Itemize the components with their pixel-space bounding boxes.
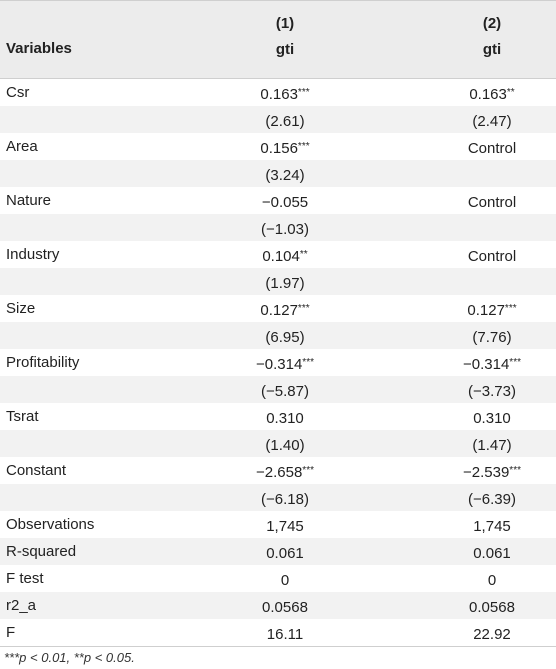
col2-value	[428, 79, 556, 106]
table-row	[0, 214, 556, 241]
table-row	[0, 592, 556, 619]
col2-value	[428, 106, 556, 133]
table-row	[0, 106, 556, 133]
col1-value	[200, 106, 370, 133]
table-row	[0, 187, 556, 214]
col1-value	[200, 565, 370, 592]
col1-value	[200, 322, 370, 349]
footnote: ***p < 0.01, **p < 0.05.	[4, 650, 135, 665]
col1-value-number: (−1.03)	[261, 221, 309, 238]
col2-value	[428, 484, 556, 511]
col1-value	[200, 538, 370, 565]
significance-stars: **	[299, 249, 308, 260]
table-row	[0, 349, 556, 376]
col1-value	[200, 592, 370, 619]
table-row	[0, 322, 556, 349]
col2-value-number: −2.539	[463, 464, 510, 481]
col2-value-number: Control	[467, 140, 517, 157]
header-col1-dep: gti	[275, 41, 295, 58]
col1-value	[200, 349, 370, 376]
row-label: Industry	[6, 246, 60, 263]
significance-stars: ***	[302, 357, 314, 368]
col1-value	[200, 376, 370, 403]
col2-value-number: −0.314	[463, 356, 510, 373]
col1-value	[200, 133, 370, 160]
col2-value-number: (−6.39)	[468, 491, 516, 508]
col2-value	[428, 349, 556, 376]
row-label: Area	[6, 138, 38, 155]
col2-value-number: 0.061	[473, 545, 511, 562]
col1-value-number: 1,745	[266, 518, 304, 535]
row-label: Csr	[6, 84, 30, 101]
col2-value-number: Control	[467, 194, 517, 211]
col2-value	[428, 214, 556, 241]
row-label: Nature	[6, 192, 52, 209]
col2-value	[428, 457, 556, 484]
col2-value-number: (2.47)	[472, 113, 512, 130]
col2-value	[428, 241, 556, 268]
col1-value-number: (2.61)	[265, 113, 305, 130]
table-row	[0, 484, 556, 511]
significance-stars: ***	[302, 465, 314, 476]
col1-value	[200, 403, 370, 430]
col2-value	[428, 565, 556, 592]
header-col1-number: (1)	[275, 15, 295, 32]
col2-value	[428, 430, 556, 457]
significance-stars: ***	[297, 87, 310, 98]
col2-value	[428, 187, 556, 214]
col1-value	[200, 268, 370, 295]
col2-value-number: 0.0568	[469, 599, 515, 616]
col2-value-number: 0	[487, 572, 497, 589]
col2-value-number: (7.76)	[472, 329, 512, 346]
col2-value-number: (1.47)	[472, 437, 512, 454]
row-label: F test	[6, 570, 44, 587]
col1-value-number: (1.40)	[265, 437, 305, 454]
col2-value	[428, 538, 556, 565]
row-label: Profitability	[6, 354, 80, 371]
col1-value-number: −0.055	[261, 194, 309, 211]
col1-value	[200, 619, 370, 646]
col1-value-number: −0.314	[256, 356, 303, 373]
col1-value-number: (6.95)	[265, 329, 305, 346]
col1-value	[200, 79, 370, 106]
col2-value-number: 0.310	[473, 410, 511, 427]
col1-value	[200, 214, 370, 241]
table-header	[0, 0, 556, 79]
row-label: Size	[6, 300, 36, 317]
col2-value-number: 0.163	[469, 86, 507, 103]
col2-value-number: (−3.73)	[468, 383, 516, 400]
col1-value-number: 0.156	[260, 140, 298, 157]
row-label: R-squared	[6, 543, 77, 560]
table-row	[0, 430, 556, 457]
header-variables: Variables	[6, 40, 72, 57]
col1-value-number: 0.310	[266, 410, 304, 427]
significance-stars: ***	[504, 303, 517, 314]
col1-value	[200, 160, 370, 187]
col2-value	[428, 403, 556, 430]
table-row	[0, 268, 556, 295]
significance-stars: ***	[297, 141, 310, 152]
col1-value-number: (−6.18)	[261, 491, 309, 508]
col2-value	[428, 268, 556, 295]
table-row	[0, 538, 556, 565]
table-body	[0, 79, 556, 647]
col1-value-number: 0.061	[266, 545, 304, 562]
significance-stars: **	[506, 87, 515, 98]
col1-value	[200, 511, 370, 538]
row-label: r2_a	[6, 597, 37, 614]
col2-value-number: 22.92	[473, 626, 511, 643]
table-row	[0, 457, 556, 484]
table-row	[0, 160, 556, 187]
col1-value-number: 0.163	[260, 86, 298, 103]
table-row	[0, 376, 556, 403]
col2-value	[428, 133, 556, 160]
row-label: Tsrat	[6, 408, 39, 425]
row-label: Observations	[6, 516, 95, 533]
col2-value-number: Control	[467, 248, 517, 265]
col2-value	[428, 619, 556, 646]
table-row	[0, 511, 556, 538]
col1-value	[200, 241, 370, 268]
col2-value	[428, 511, 556, 538]
col1-value-number: 0.127	[260, 302, 298, 319]
col2-value-number: 0.127	[467, 302, 505, 319]
table-row	[0, 241, 556, 268]
table-row	[0, 79, 556, 106]
significance-stars: ***	[509, 357, 521, 368]
col2-value	[428, 295, 556, 322]
row-label: F	[6, 624, 16, 641]
col1-value-number: 0.0568	[262, 599, 308, 616]
col2-value	[428, 160, 556, 187]
header-col2-number: (2)	[482, 15, 502, 32]
col1-value-number: 16.11	[266, 626, 304, 643]
col1-value-number: (3.24)	[265, 167, 305, 184]
table-row	[0, 565, 556, 592]
col1-value-number: 0	[280, 572, 290, 589]
table-row	[0, 133, 556, 160]
col1-value	[200, 430, 370, 457]
col1-value	[200, 484, 370, 511]
table-row	[0, 619, 556, 646]
col2-value	[428, 322, 556, 349]
col1-value-number: −2.658	[256, 464, 303, 481]
significance-stars: ***	[509, 465, 521, 476]
table-row	[0, 403, 556, 430]
col2-value	[428, 592, 556, 619]
col1-value	[200, 187, 370, 214]
col1-value-number: (1.97)	[265, 275, 305, 292]
col2-value	[428, 376, 556, 403]
col2-value-number: 1,745	[473, 518, 511, 535]
col1-value	[200, 457, 370, 484]
header-col2-dep: gti	[482, 41, 502, 58]
col1-value-number: (−5.87)	[261, 383, 309, 400]
table-row	[0, 295, 556, 322]
significance-stars: ***	[297, 303, 310, 314]
row-label: Constant	[6, 462, 67, 479]
col1-value-number: 0.104	[262, 248, 300, 265]
col1-value	[200, 295, 370, 322]
